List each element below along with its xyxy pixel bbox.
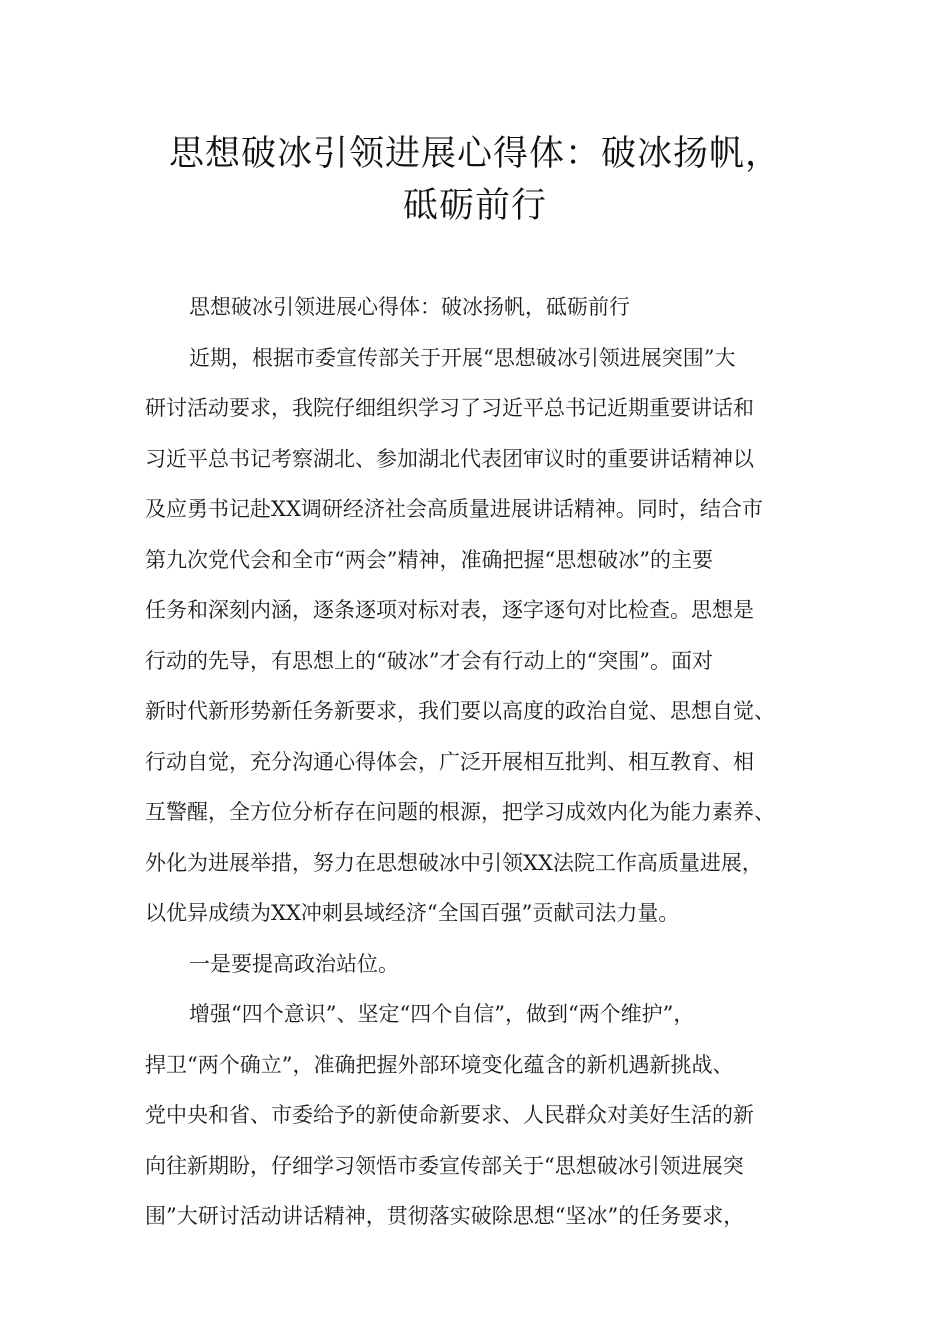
- paragraph-line: 捍卫“两个确立”，准确把握外部环境变化蕴含的新机遇新挑战、: [145, 1052, 734, 1077]
- paragraph-line: 新时代新形势新任务新要求，我们要以高度的政治自觉、思想自觉、: [145, 699, 775, 723]
- title-line-1: 思想破冰引领进展心得体：破冰扬帆，: [168, 134, 781, 174]
- document-body: [145, 282, 835, 1242]
- paragraph-line: 增强“四个意识”、坚定“四个自信”，做到“两个维护”，: [189, 1002, 695, 1026]
- paragraph-line: 任务和深刻内涵，逐条逐项对标对表，逐字逐句对比检查。思想是: [145, 598, 754, 622]
- paragraph-line: 向往新期盼，仔细学习领悟市委宣传部关于“思想破冰引领进展突: [145, 1153, 744, 1178]
- subtitle-line: 思想破冰引领进展心得体：破冰扬帆，砥砺前行: [189, 295, 630, 319]
- paragraph-line: 行动自觉，充分沟通心得体会，广泛开展相互批判、相互教育、相: [145, 749, 754, 774]
- paragraph-line: 习近平总书记考察湖北、参加湖北代表团审议时的重要讲话精神以: [145, 446, 754, 471]
- paragraph-line: 近期，根据市委宣传部关于开展“思想破冰引领进展突围”大: [189, 345, 736, 370]
- paragraph-line: 第九次党代会和全市“两会”精神，准确把握“思想破冰”的主要: [145, 547, 713, 572]
- paragraph-line: 行动的先导，有思想上的“破冰”才会有行动上的“突围”。面对: [145, 648, 713, 673]
- paragraph-line: 党中央和省、市委给予的新使命新要求、人民群众对美好生活的新: [145, 1103, 754, 1127]
- paragraph-line: 研讨活动要求，我院仔细组织学习了习近平总书记近期重要讲话和: [145, 396, 754, 420]
- title-line-2: 砥砺前行: [402, 186, 547, 226]
- document-title: [0, 128, 950, 232]
- paragraph-line: 围”大研讨活动讲话精神，贯彻落实破除思想“坚冰”的任务要求，: [145, 1204, 745, 1228]
- section-heading: 一是要提高政治站位。: [189, 951, 399, 976]
- paragraph-line: 以优异成绩为XX冲刺县域经济“全国百强”贡献司法力量。: [145, 901, 680, 925]
- paragraph-line: 外化为进展举措，努力在思想破冰中引领XX法院工作高质量进展，: [145, 850, 763, 875]
- paragraph-line: 互警醒，全方位分析存在问题的根源，把学习成效内化为能力素养、: [145, 800, 775, 824]
- paragraph-line: 及应勇书记赴XX调研经济社会高质量进展讲话精神。同时，结合市: [145, 497, 763, 521]
